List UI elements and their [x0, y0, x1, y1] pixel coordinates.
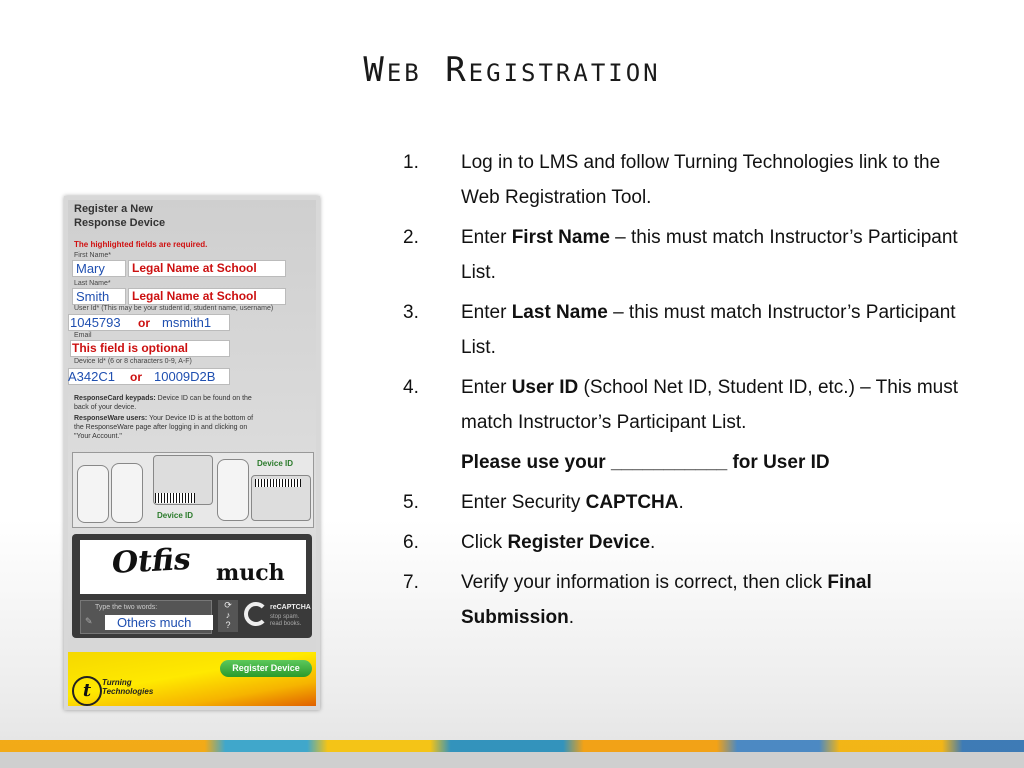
step-plain-text: Enter [461, 227, 512, 248]
recaptcha-brand: reCAPTCHA [270, 604, 311, 611]
step-number: 5. [403, 492, 419, 513]
form-footer [68, 652, 316, 706]
device-id-or: or [130, 370, 142, 384]
step-text [461, 145, 983, 215]
barcode-icon [255, 479, 301, 487]
email-note: This field is optional [72, 341, 189, 355]
step-text [461, 445, 983, 480]
email-label: Email [74, 332, 92, 339]
recaptcha-tagline: stop spam. read books. [270, 614, 302, 627]
last-name-note: Legal Name at School [132, 289, 257, 303]
captcha-entry [80, 600, 212, 634]
help-icon[interactable]: ? [225, 620, 231, 630]
refresh-icon[interactable]: ⟳ [224, 600, 232, 610]
step-plain-text: Click [461, 532, 508, 553]
step-bold-text: User ID [511, 377, 579, 398]
step-number: 3. [403, 302, 419, 323]
step-text [461, 525, 983, 560]
keypad-help-text: Device ID can be found on the back of your device. [74, 395, 252, 411]
step-plain-text: Verify your information is correct, then click [461, 572, 828, 593]
first-name-value: Mary [76, 261, 105, 276]
last-name-label: Last Name* [74, 280, 111, 287]
device-id-caption-1: Device ID [157, 511, 194, 520]
captcha-word-1: Otfis [109, 541, 194, 582]
step-bold-text: Register Device [507, 532, 651, 553]
step-text [461, 370, 983, 440]
step-text [461, 220, 983, 290]
barcode-icon [155, 493, 195, 503]
captcha-image [80, 540, 306, 594]
pencil-icon: ✎ [85, 616, 93, 626]
captcha-widget [72, 534, 312, 638]
user-id-value-2: msmith1 [162, 315, 212, 330]
step-plain-text: (School Net ID, Student ID, etc.) – This must match Instructor’s Participant List. [461, 377, 959, 433]
step-plain-text: . [568, 607, 574, 628]
bottom-band [0, 752, 1024, 768]
keypad-help [74, 394, 259, 412]
step-bold-text: Final Submission [461, 572, 872, 628]
step-plain-text: . [650, 532, 656, 553]
form-heading-line-2: Response Device [74, 217, 166, 229]
instruction-note [403, 445, 983, 480]
step-number: 2. [403, 227, 419, 248]
instruction-step [403, 220, 983, 290]
first-name-note: Legal Name at School [132, 261, 257, 275]
step-bold-text: First Name [511, 227, 610, 248]
clicker-icon [77, 465, 109, 523]
responseware-help-text: Your Device ID is at the bottom of the ResponseWare page after logging in and clicking on "Your Account." [74, 415, 254, 440]
recaptcha-logo [244, 600, 311, 632]
device-id-label: Device Id* (6 or 8 characters 0-9, A-F) [74, 358, 192, 365]
step-text [461, 295, 983, 365]
decorative-stripe [0, 740, 1024, 752]
step-plain-text: – this must match Instructor’s Participant List. [461, 227, 958, 283]
instruction-step [403, 295, 983, 365]
step-number: 7. [403, 572, 419, 593]
step-plain-text: Log in to LMS and follow Turning Technologies link to the Web Registration Tool. [461, 152, 941, 208]
slide-title: Web Registration [363, 50, 661, 90]
responseware-help-title: ResponseWare users: [74, 415, 148, 422]
logo-name-line-1: Turning [102, 678, 132, 687]
device-illustration [72, 452, 314, 528]
step-text [461, 565, 983, 635]
form-heading [74, 202, 165, 230]
registration-form-screenshot [64, 196, 320, 710]
recaptcha-icon [244, 602, 268, 626]
step-bold-text: CAPTCHA [585, 492, 679, 513]
captcha-word-2: much [216, 560, 285, 586]
step-number: 4. [403, 377, 419, 398]
required-note: The highlighted fields are required. [74, 240, 208, 249]
device-id-caption-2: Device ID [257, 459, 294, 468]
step-plain-text: . [678, 492, 684, 513]
logo-name-line-2: Technologies [102, 687, 154, 696]
step-plain-text: – this must match Instructor’s Participant List. [461, 302, 956, 358]
instruction-step [403, 370, 983, 440]
step-bold-text: Last Name [511, 302, 608, 323]
form-heading-line-1: Register a New [74, 203, 153, 215]
instruction-step [403, 525, 983, 560]
instruction-step [403, 145, 983, 215]
instruction-step [403, 565, 983, 635]
user-id-value-1: 1045793 [70, 315, 121, 330]
captcha-controls [218, 600, 238, 632]
captcha-hint: Type the two words: [95, 604, 158, 611]
step-number: 1. [403, 152, 419, 173]
step-text [461, 485, 983, 520]
step-plain-text: Enter [461, 302, 512, 323]
device-id-value-2: 10009D2B [154, 369, 216, 384]
turning-technologies-name [102, 678, 153, 696]
turning-technologies-logo-icon: t [72, 676, 102, 706]
step-plain-text: Enter Security [461, 492, 586, 513]
device-id-value-1: A342C1 [68, 369, 115, 384]
last-name-value: Smith [76, 289, 110, 304]
instruction-list [403, 145, 983, 640]
step-number: 6. [403, 532, 419, 553]
first-name-label: First Name* [74, 252, 111, 259]
user-id-or: or [138, 316, 150, 330]
responseware-help [74, 414, 259, 441]
step-bold-text: Please use your ___________ for User ID [461, 452, 830, 473]
clicker-icon [111, 463, 143, 523]
instruction-step [403, 485, 983, 520]
captcha-value: Others much [117, 615, 192, 630]
keypad-help-title: ResponseCard keypads: [74, 395, 156, 402]
user-id-label: User Id* (This may be your student id, student name, username) [74, 305, 274, 312]
registration-form [68, 200, 316, 706]
step-plain-text: Enter [461, 377, 512, 398]
clicker-icon [217, 459, 249, 521]
register-device-button[interactable]: Register Device [220, 660, 312, 677]
audio-icon[interactable]: ♪ [225, 610, 231, 620]
